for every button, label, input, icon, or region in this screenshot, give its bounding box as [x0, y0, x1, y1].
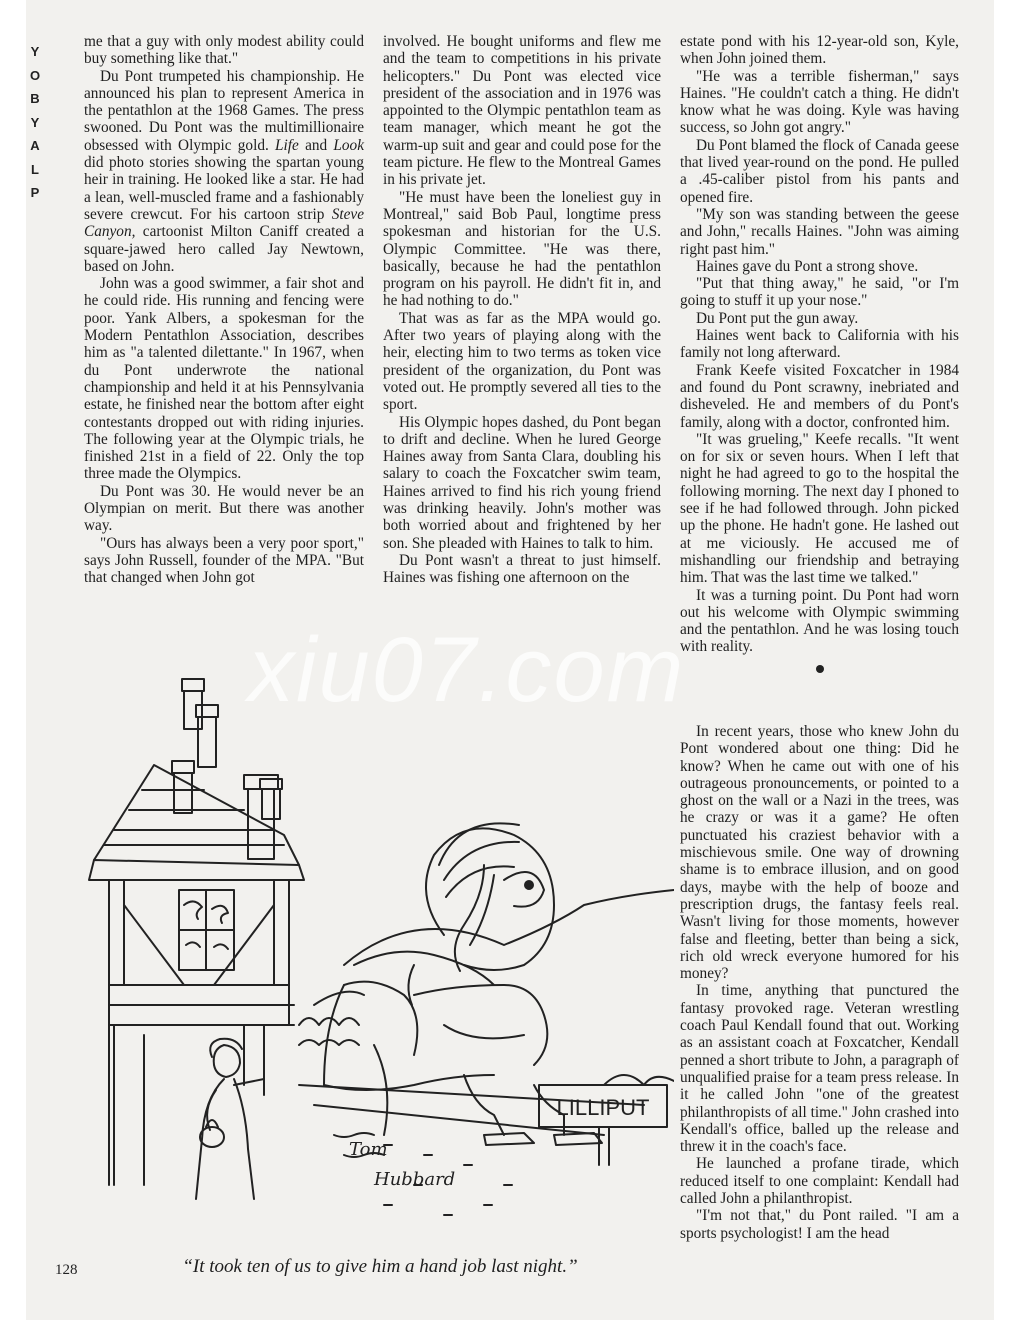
paragraph: In recent years, those who knew John du Pont wondered about one thing: Did he know? When he came out with one of his outrageous pronouncements, or pointed to a ghost on the wall or a Nazi in the trees, was he crazy or was it a game? He often punctuated his craziest behavior with a mischievous smile. One way of drowning shame is to embrace illusion, and on good days, maybe with the help of booze and prescription drugs, the fantasy feels real. Wasn't living for those moments, however false and fleeting, better than being a sick, rich old wreck everyone humored for his money? [680, 723, 959, 983]
paragraph: In time, anything that punctured the fantasy provoked rage. Veteran wrestling coach Paul Kendall found that out. Working as an assistant coach at Foxcatcher, Kendall penned a short tribute to John, a paragraph of unqualified praise for a team press release. In it he called John "one of the greatest philanthropists of all time." John crashed into Kendall's office, balled up the release and threw it in the coach's face. [680, 982, 959, 1156]
paragraph: "It was grueling," Keefe recalls. "It went on for six or seven hours. When I left that night he had agreed to go to the hospital the following morning. The next day I phoned to see if he had followed through. John picked up the phone. He hadn't gone. He lashed out at me viciously. He accused me of mishandling our friendship and betraying him. That was the last time we talked." [680, 430, 959, 587]
masthead-letter: Y [30, 114, 42, 130]
paragraph: me that a guy with only modest ability could buy something like that." [84, 33, 364, 68]
paragraph: Frank Keefe visited Foxcatcher in 1984 and found du Pont scrawny, inebriated and disheveled. He and members of du Pont's family, along with a doctor, confronted him. [680, 361, 959, 431]
masthead-letter: A [30, 138, 42, 153]
paragraph: Haines gave du Pont a strong shove. [696, 257, 919, 275]
paragraph: "Put that thing away," he said, "or I'm going to stuff it up your nose." [680, 275, 959, 310]
house-window [179, 890, 234, 970]
article-column-2 [383, 33, 661, 587]
magazine-masthead-vertical [26, 40, 46, 205]
watermark-text: xiu07.com [248, 619, 686, 721]
paragraph: Haines went back to California with his family not long afterward. [680, 327, 959, 362]
page-number: 128 [55, 1262, 78, 1278]
small-woman-figure [196, 1039, 264, 1199]
background-hills [344, 890, 674, 965]
paragraph: estate pond with his 12-year-old son, Kyle, when John joined them. [680, 33, 959, 68]
paragraph: "He must have been the loneliest guy in Montreal," said Bob Paul, longtime press spokesman and historian for the U.S. Olympic Committee. "He was there, basically, because he had the pentathlon program on his payroll. He didn't fit in, and he had nothing to do." [383, 188, 661, 310]
signature-line-2: Hubbard [374, 1169, 456, 1190]
paragraph: Du Pont wasn't a threat to just himself. Haines was fishing one afternoon on the [383, 551, 661, 587]
chimneys [172, 679, 282, 859]
doorway [109, 1025, 294, 1185]
paragraph: His Olympic hopes dashed, du Pont began to drift and decline. When he lured George Haines away from Santa Clara, doubling his salary to coach the Foxcatcher swim team, Haines arrived to find his rich young friend was drinking heavily. John's mother was both worried about and frightened by her son. She pleaded with Haines to talk to him. [383, 413, 661, 552]
article-column-1 [84, 33, 364, 587]
cartoonist-signature [349, 1139, 455, 1190]
paragraph: "I'm not that," du Pont railed. "I am a sports psychologist! I am the head [680, 1207, 959, 1242]
paragraph: John was a good swimmer, a fair shot and he could ride. His running and fencing were poor. Yank Albers, a spokesman for the Modern Pentathlon Association, describes him as "a talented dilettante." In 1967, when du Pont underwrote the national championship and held it at his Pennsylvania estate, he finished near the bottom after eight contestants dropped out with riding injuries. The following year at the Olympic trials, he finished 21st in a field of 22. Only the top three made the Olympics. [84, 275, 364, 483]
cartoon-illustration [84, 665, 674, 1240]
lilliput-sign-text: LILLIPUT [556, 1095, 650, 1120]
paragraph: Du Pont trumpeted his championship. He announced his plan to represent America in the pentathlon at the 1968 Games. The press swooned. Du Pont was the multimillionaire obsessed with Olympic gold. Life and Look did photo stories showing the spartan young heir in training. He looked like a star. He had a lean, well-muscled frame and a fashionably severe crewcut. For his cartoon strip Steve Canyon, cartoonist Milton Caniff created a square-jawed hero called Jay Newtown, based on John. [84, 67, 364, 275]
paragraph: "He was a terrible fisherman," says Haines. "He couldn't catch a thing. He didn't know what he was doing. Kyle was having success, so John got angry." [680, 67, 959, 137]
paragraph: Du Pont put the gun away. [696, 309, 859, 327]
house-roof [89, 765, 304, 880]
paragraph: Du Pont was 30. He would never be an Olympian on merit. But there was another way. [84, 482, 364, 535]
paragraph: "Ours has always been a very poor sport," says John Russell, founder of the MPA. "But that changed when John got [84, 534, 364, 587]
paragraph: "My son was standing between the geese and John," recalls Haines. "John was aiming right past him." [680, 205, 959, 258]
paragraph: That was as far as the MPA would go. After two years of playing along with the heir, electing him to two terms as token vice president of the organization, du Pont was voted out. He promptly severed all ties to the sport. [383, 309, 661, 414]
section-break-bullet [816, 665, 824, 673]
paragraph: Du Pont blamed the flock of Canada geese that lived year-round on the pond. He pulled a .45-caliber pistol from his pants and opened fire. [680, 136, 959, 206]
signature-line-1: Tom [349, 1139, 388, 1160]
cartoon-caption: “It took ten of us to give him a hand job last night.” [182, 1256, 578, 1277]
article-column-3-continued [680, 723, 959, 1242]
masthead-letter: L [31, 161, 41, 177]
article-column-3 [680, 33, 959, 673]
masthead-letter: P [30, 185, 42, 200]
paragraph: It was a turning point. Du Pont had worn out his welcome with Olympic swimming and the pentathlon. And he was losing touch with reality. [680, 586, 959, 656]
paragraph: involved. He bought uniforms and flew me and the team to competitions in his private helicopters." Du Pont was elected vice president of the association and in 1976 was appointed to the Olympic pentathlon team as team manager, which meant he got the warm-up suit and gear and could pose for the team picture. He flew to the Montreal Games in his private jet. [383, 33, 661, 189]
masthead-letter: Y [30, 44, 42, 59]
paragraph: He launched a profane tirade, which reduced itself to one complaint: Kendall had called John a philanthropist. [680, 1155, 959, 1208]
masthead-letter: O [29, 67, 43, 83]
lilliput-sign [539, 1085, 667, 1165]
masthead-letter: B [30, 91, 42, 106]
